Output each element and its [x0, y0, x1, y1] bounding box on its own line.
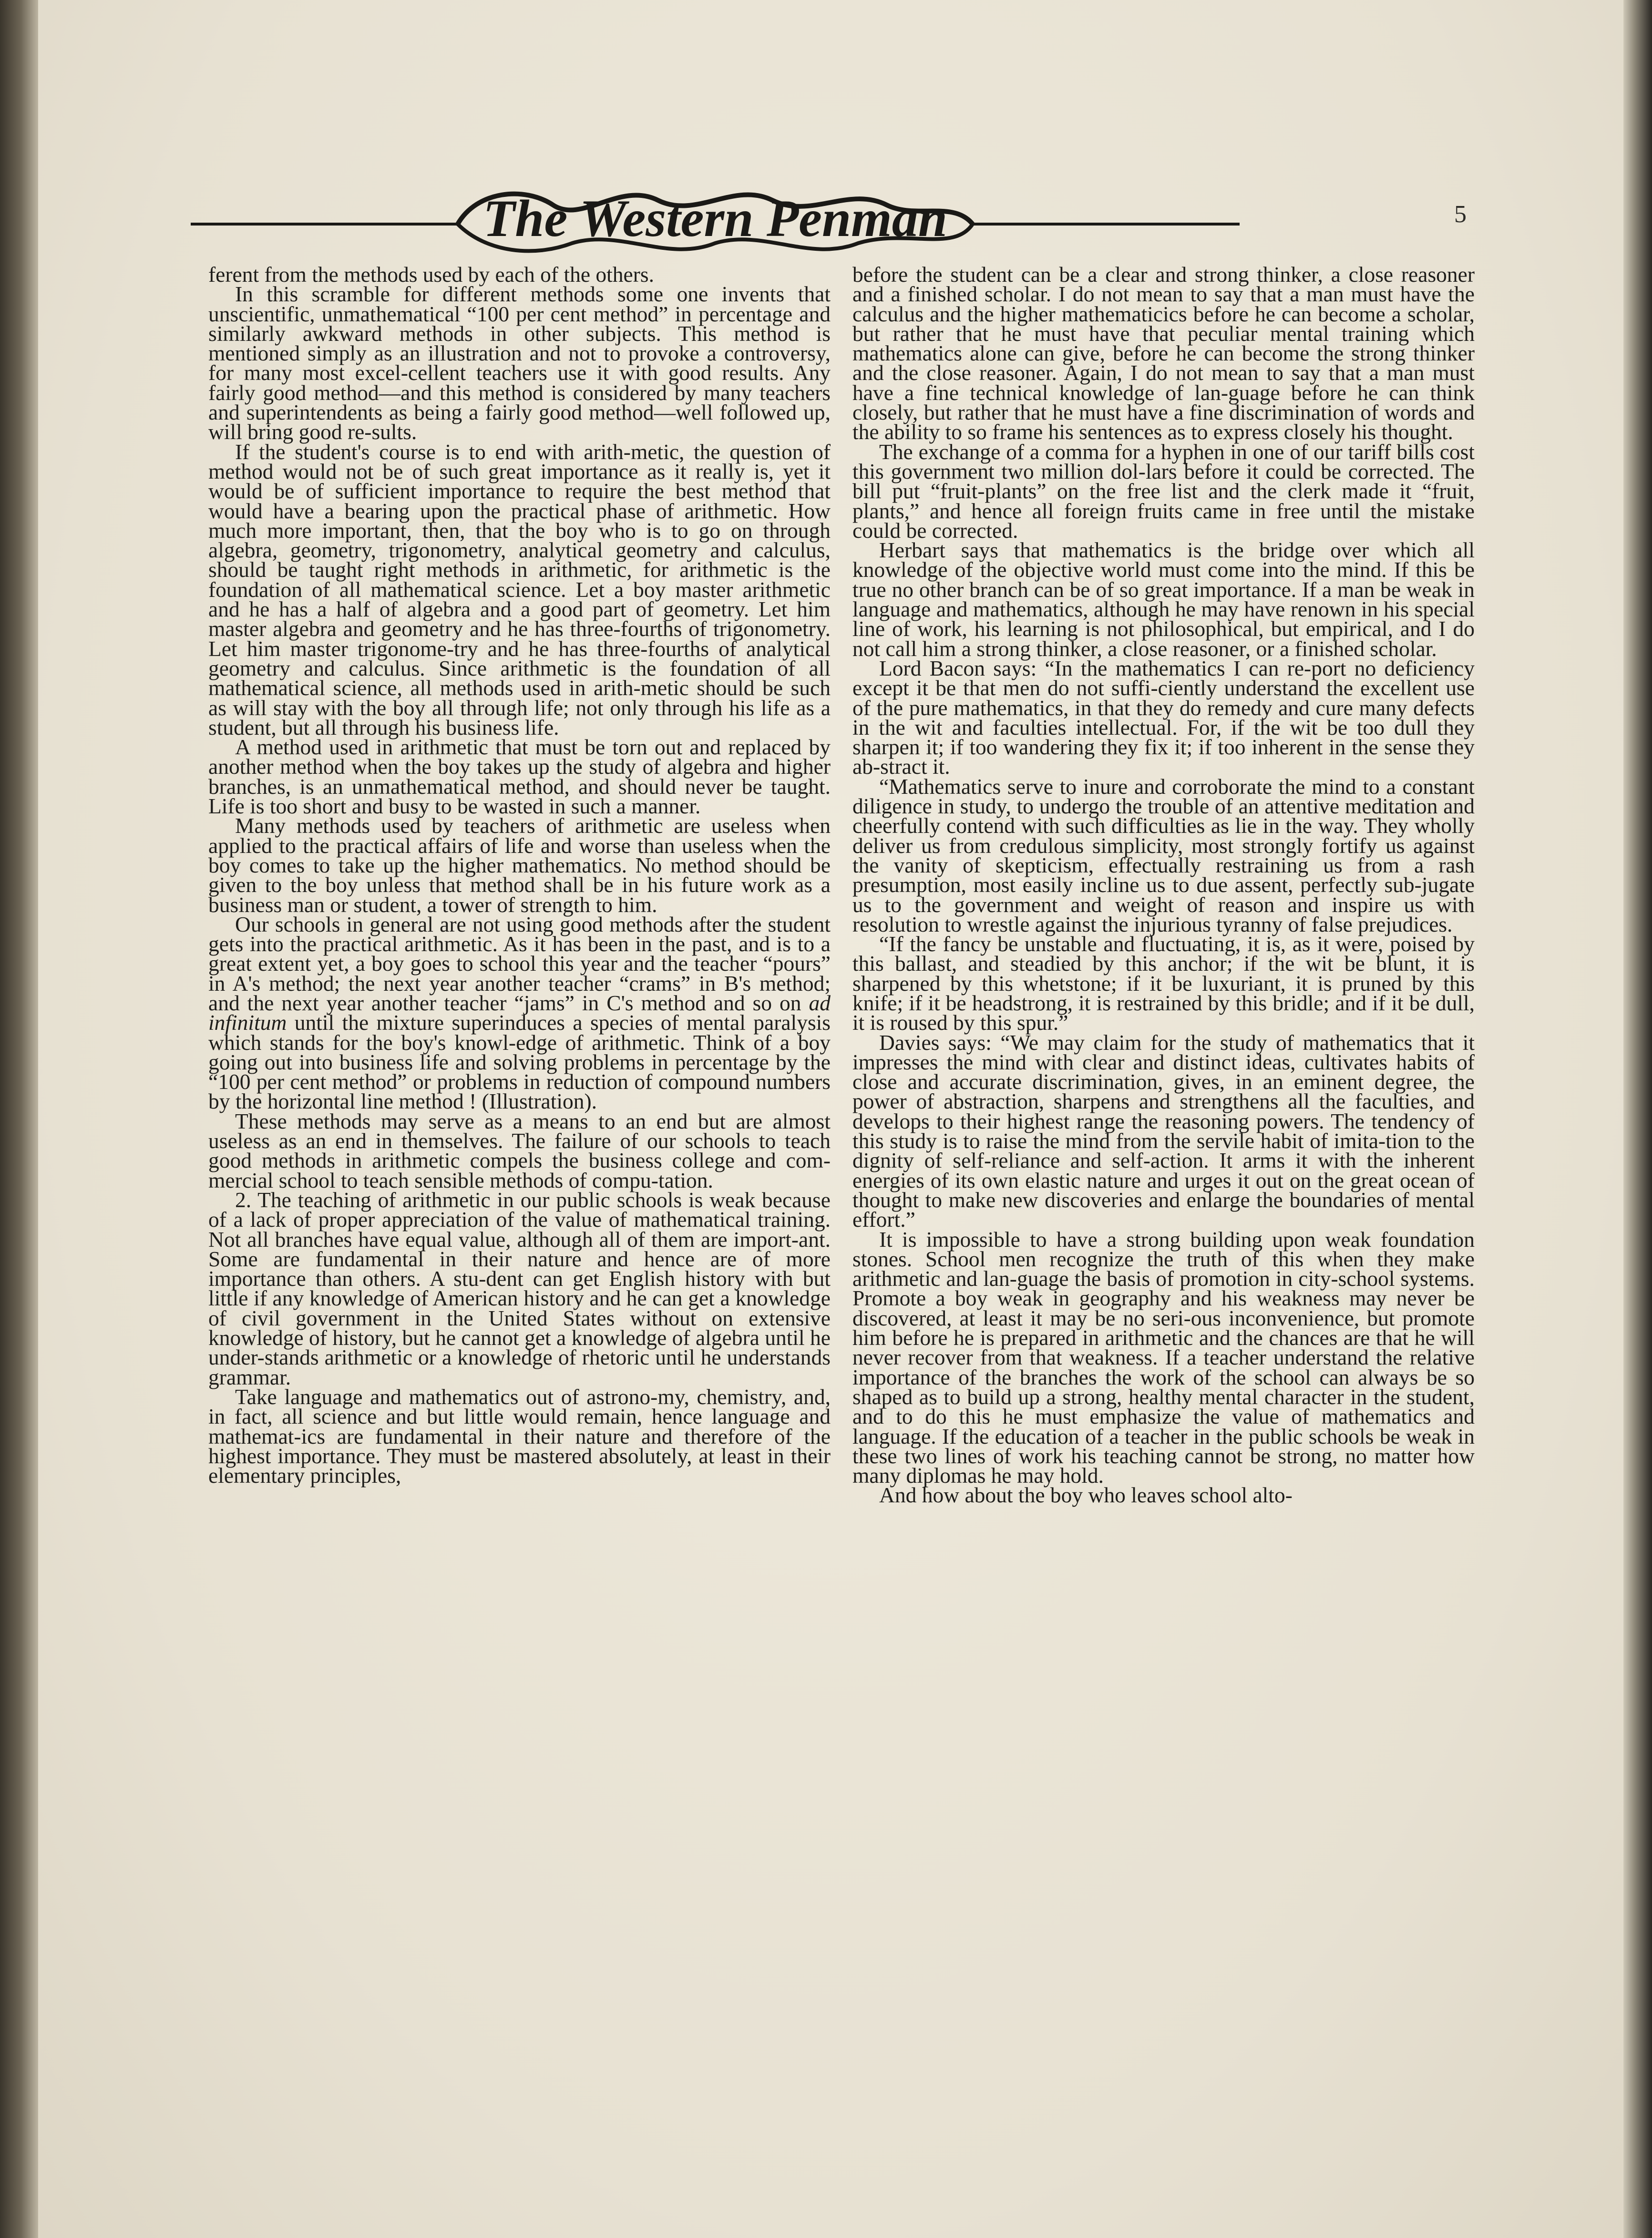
paragraph [208, 1187, 831, 1389]
paragraph-text: 2. The teaching of arithmetic in our public schools is weak because of a lack of proper appreciation of the value of mathematical training. Not all branches have equal value, although all of them are import-ant. Some are fundamental in their nature and hence are of more importance than others. A stu-dent can get English history with but little if any knowledge of American history and he can get a knowledge of civil government in the United States without on extensive knowledge of history, but he cannot get a knowledge of algebra until he under-stands arithmetic or a knowledge of rhetoric until he understands grammar. [208, 1187, 831, 1389]
page-number: 5 [1454, 201, 1467, 228]
paragraph [208, 439, 831, 739]
paragraph-text: Our schools in general are not using good methods after the student gets into the practical arithmetic. As it has been in the past, and is to a great extent yet, a boy goes to school this year and the teacher “pours” in A's method; the next year another teacher “crams” in B's method; and the next year another teacher “jams” in C's method and so on [208, 912, 831, 1015]
paragraph-text: And how about the boy who leaves school alto- [879, 1483, 1293, 1508]
page-edge-shadow [1623, 0, 1652, 2238]
paragraph [852, 932, 1475, 1035]
paragraph-text: In this scramble for different methods some one invents that unscientific, unmathematical “100 per cent method” in percentage and similarly awkward methods in other subjects. This method is mentioned simply as an illustration and not to provoke a controversy, for many most excel-cellent teachers use it with good results. Any fairly good method—and this method is considered by many teachers and superintendents as being a fairly good method—well followed up, will bring good re-sults. [208, 282, 831, 444]
paragraph-text: ferent from the methods used by each of the others. [208, 265, 654, 287]
paragraph [852, 1030, 1475, 1232]
paragraph-text: If the student's course is to end with arith-metic, the question of method would not be of such great importance as it really is, yet it would be of sufficient importance to require the best method that would have a bearing upon the practical phase of arithmetic. How much more important, then, that the boy who is to go on through algebra, geometry, trigonometry, analytical geometry and calculus, should be taught right methods in arithmetic, for arithmetic is the foundation of all mathematical science. Let a boy master arithmetic and he has a half of algebra and a good part of geometry. Let him master algebra and geometry and he has three-fourths of trigonometry. Let him master trigonome-try and he has three-fourths of analytical geometry and calculus. Since arithmetic is the foundation of all mathematical science, all methods used in arith-metic should be such as will stay with the boy all through life; not only through his life as a student, but all through his business life. [208, 439, 831, 739]
paragraph-text: Take language and mathematics out of astrono-my, chemistry, and, in fact, all science and but little would remain, hence language and mathemat-ics are fundamental in their nature and therefore of the highest importance. They must be mastered absolutely, at least in their elementary principles, [208, 1384, 831, 1488]
right-column [852, 265, 1475, 2124]
paragraph-text: “If the fancy be unstable and fluctuating, it is, as it were, poised by this ballast, and steadied by this anchor; if the wit be blunt, it is sharpened by this whetstone; if it be luxuriant, it is pruned by this knife; if it be headstrong, it is restrained by this bridle; and if it be dull, it is roused by this spur.” [852, 932, 1475, 1035]
paragraph [852, 538, 1475, 661]
paragraph [208, 1111, 831, 1190]
paragraph-text: It is impossible to have a strong building upon weak foundation stones. School men recognize the truth of this when they make arithmetic and lan-guage the basis of promotion in city-school systems. Promote a boy weak in geography and his weakness may never be discovered, at least it may be no seri-ous inconvenience, but promote him before he is prepared in arithmetic and the chances are that he will never recover from that weakness. If a teacher understand the relative importance of the branches the work of the school can always be so shaped as to build up a strong, healthy mental character in the student, and to do this he must emphasize the value of mathematics and language. If the education of a teacher in the public schools be weak in these two lines of work his teaching cannot be strong, no matter how many diplomas he may hold. [852, 1227, 1475, 1488]
masthead-ornament [191, 172, 1240, 267]
paragraph-text: “Mathematics serve to inure and corroborate the mind to a constant diligence in study, to undergo the trouble of an attentive meditation and cheerfully contend with such difficulties as lie in the way. They wholly deliver us from credulous simplicity, most strongly fortify us against the vanity of skepticism, effectually restraining us from a rash presumption, most easily incline us to due assent, perfectly sub-jugate us to the government and weight of reason and inspire us with resolution to wrestle against the injurious tyranny of false prejudices. [852, 774, 1475, 936]
paragraph [208, 735, 831, 819]
paragraph [852, 439, 1475, 543]
paragraph [852, 658, 1475, 777]
italic-phrase: ad infinitum [208, 990, 831, 1035]
paragraph [852, 1227, 1475, 1488]
paragraph [208, 265, 831, 287]
page [38, 0, 1623, 2238]
paragraph-text: The exchange of a comma for a hyphen in one of our tariff bills cost this government two million dol-lars before it could be corrected. The bill put “fruit-plants” on the free list and the clerk made it “fruit, plants,” and hence all foreign fruits came in free until the mistake could be corrected. [852, 439, 1475, 543]
masthead-title: The Western Penman [483, 189, 947, 247]
paragraph-text: Lord Bacon says: “In the mathematics I can re-port no deficiency except it be that men do not suffi-ciently understand the excellent use of the pure mathematics, in that they do remedy and cure many defects in the wit and faculties intellectual. For, if the wit be too dull they sharpen it; if too wandering they fix it; if too inherent in the sense they ab-stract it. [852, 656, 1475, 779]
paragraph-text-continued: until the mixture superinduces a species of mental paralysis which stands for the boy's knowl-edge of arithmetic. Think of a boy going out into business life and solving problems in percentage by the “100 per cent method” or problems in reduction of compound numbers by the horizontal line method ! (Illustration). [208, 1010, 831, 1114]
paragraph [208, 813, 831, 917]
left-column [208, 265, 831, 2124]
paragraph-text: Herbart says that mathematics is the bridge over which all knowledge of the objective world must come into the mind. If this be true no other branch can be of so great importance. If a man be weak in language and mathematics, although he may have renown in his special line of work, his learning is not philosophical, but empirical, and I do not call him a strong thinker, a close reasoner, or a finished scholar. [852, 538, 1475, 661]
paragraph-text: Many methods used by teachers of arithmetic are useless when applied to the practical affairs of life and worse than useless when the boy comes to take up the higher mathematics. No method should be given to the boy unless that method shall be in his future work as a business man or student, a tower of strength to him. [208, 813, 831, 917]
paragraph [852, 265, 1475, 442]
paragraph [852, 774, 1475, 936]
book-spine-shadow [0, 0, 38, 2238]
paragraph [208, 912, 831, 1114]
paragraph-text: These methods may serve as a means to an end but are almost useless as an end in themselves. The failure of our schools to teach good methods in arithmetic compels the business college and com-mercial school to teach sensible methods of compu-tation. [208, 1109, 831, 1192]
paragraph-text: before the student can be a clear and strong thinker, a close reasoner and a finished scholar. I do not mean to say that a man must have the calculus and the higher mathematicics before he can become a scholar, but rather that he must have that peculiar mental training which mathematics alone can give, before he can become the strong thinker and the close reasoner. Again, I do not mean to say that a man must have a fine technical knowledge of lan-guage before he can think closely, but rather that he must have a fine discrimination of words and the ability to so frame his sentences as to express closely his thought. [852, 265, 1475, 444]
paragraph-text: A method used in arithmetic that must be torn out and replaced by another method when the boy takes up the study of algebra and higher branches, is an unmathematical method, and should never be taught. Life is too short and busy to be wasted in such a manner. [208, 735, 831, 819]
paragraph [852, 1483, 1475, 1508]
paragraph [208, 1384, 831, 1488]
paragraph-text: Davies says: “We may claim for the study of mathematics that it impresses the mind with clear and distinct ideas, cultivates habits of close and accurate discrimination, gives, in an eminent degree, the power of abstraction, sharpens and strengthens all the faculties, and develops to their highest range the reasoning powers. The tendency of this study is to raise the mind from the servile habit of imita-tion to the dignity of self-reliance and self-action. It arms it with the inherent energies of its own elastic nature and urges it out on the great ocean of thought to make new discoveries and enlarge the boundaries of mental effort.” [852, 1030, 1475, 1232]
masthead-logo [191, 172, 1240, 267]
paragraph [208, 282, 831, 444]
